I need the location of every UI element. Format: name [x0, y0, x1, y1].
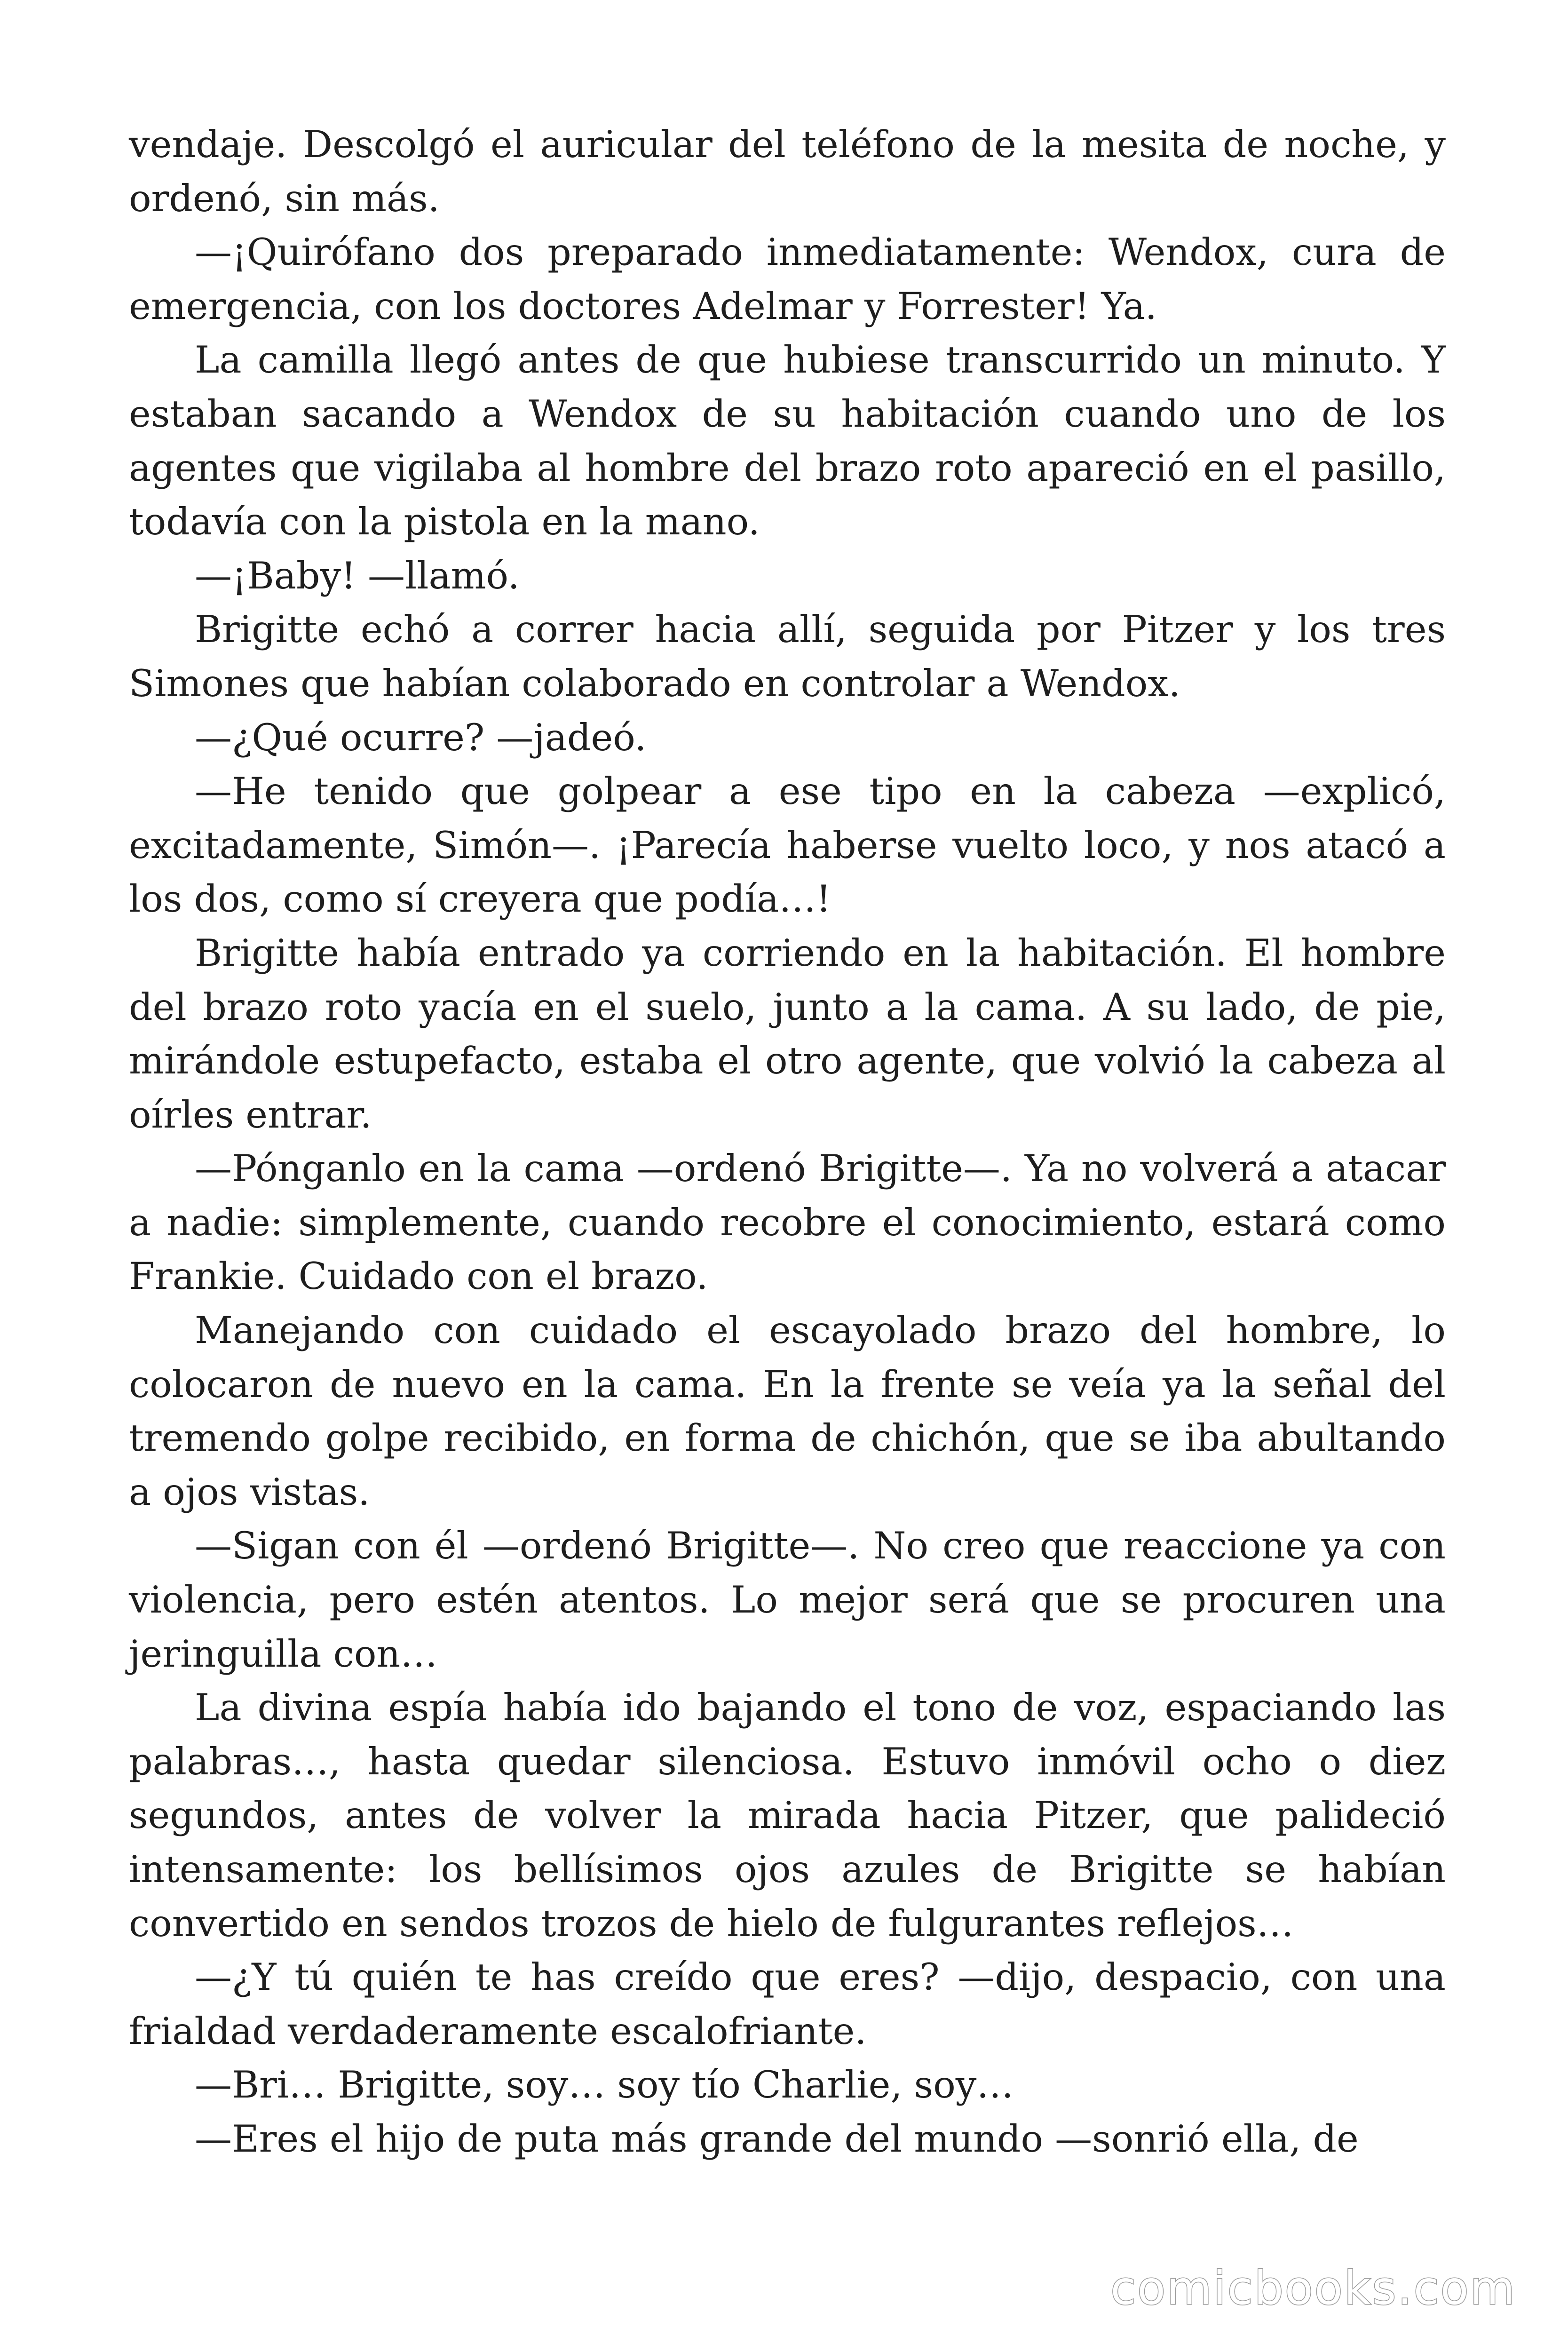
book-page-text — [129, 118, 1446, 2166]
paragraph: Brigitte echó a correr hacia allí, seguida por Pitzer y los tres Simones que habían colaborado en controlar a Wendox. — [129, 608, 1446, 705]
paragraph-dialogue: —¿Y tú quién te has creído que eres? —dijo, despacio, con una frialdad verdaderamente escalofriante. — [129, 1955, 1446, 2053]
paragraph: La divina espía había ido bajando el tono de voz, espaciando las palabras…, hasta quedar silenciosa. Estuvo inmóvil ocho o diez segundos, antes de volver la mirada hacia Pitzer, que palideció intensamente: los bellísimos ojos azules de Brigitte se habían convertido en sendos trozos de hielo de fulgurantes reflejos… — [129, 1686, 1446, 1945]
paragraph-dialogue: —Bri… Brigitte, soy… soy tío Charlie, soy… — [195, 2063, 1014, 2107]
paragraph-dialogue: —¡Baby! —llamó. — [195, 554, 520, 597]
paragraph-dialogue: —He tenido que golpear a ese tipo en la cabeza —explicó, excitadamente, Simón—. ¡Parecía haberse vuelto loco, y nos atacó a los dos, como sí creyera que podía…! — [129, 770, 1446, 921]
paragraph-dialogue: —¡Quirófano dos preparado inmediatamente: Wendox, cura de emergencia, con los doctores Adelmar y Forrester! Ya. — [129, 230, 1446, 328]
paragraph-dialogue: —Eres el hijo de puta más grande del mundo —sonrió ella, de — [195, 2117, 1359, 2161]
paragraph: La camilla llegó antes de que hubiese transcurrido un minuto. Y estaban sacando a Wendox de su habitación cuando uno de los agentes que vigilaba al hombre del brazo roto apareció en el pasillo, todavía con la pistola en la mano. — [129, 338, 1446, 544]
paragraph: Brigitte había entrado ya corriendo en la habitación. El hombre del brazo roto yacía en el suelo, junto a la cama. A su lado, de pie, mirándole estupefacto, estaba el otro agente, que volvió la cabeza al oírles entrar. — [129, 931, 1446, 1136]
paragraph-dialogue: —¿Qué ocurre? —jadeó. — [195, 715, 647, 759]
paragraph-dialogue: —Pónganlo en la cama —ordenó Brigitte—. Ya no volverá a atacar a nadie: simplemente, cuando recobre el conocimiento, estará como Frankie. Cuidado con el brazo. — [129, 1147, 1446, 1298]
paragraph: Manejando con cuidado el escayolado brazo del hombre, lo colocaron de nuevo en la cama. En la frente se veía ya la señal del tremendo golpe recibido, en forma de chichón, que se iba abultando a ojos vistas. — [129, 1309, 1446, 1514]
paragraph-dialogue: —Sigan con él —ordenó Brigitte—. No creo que reaccione ya con violencia, pero estén atentos. Lo mejor será que se procuren una jeringuilla con… — [129, 1524, 1446, 1676]
watermark: comicbooks.com — [1110, 2262, 1516, 2315]
paragraph-continuation: vendaje. Descolgó el auricular del teléfono de la mesita de noche, y ordenó, sin más. — [129, 123, 1446, 220]
